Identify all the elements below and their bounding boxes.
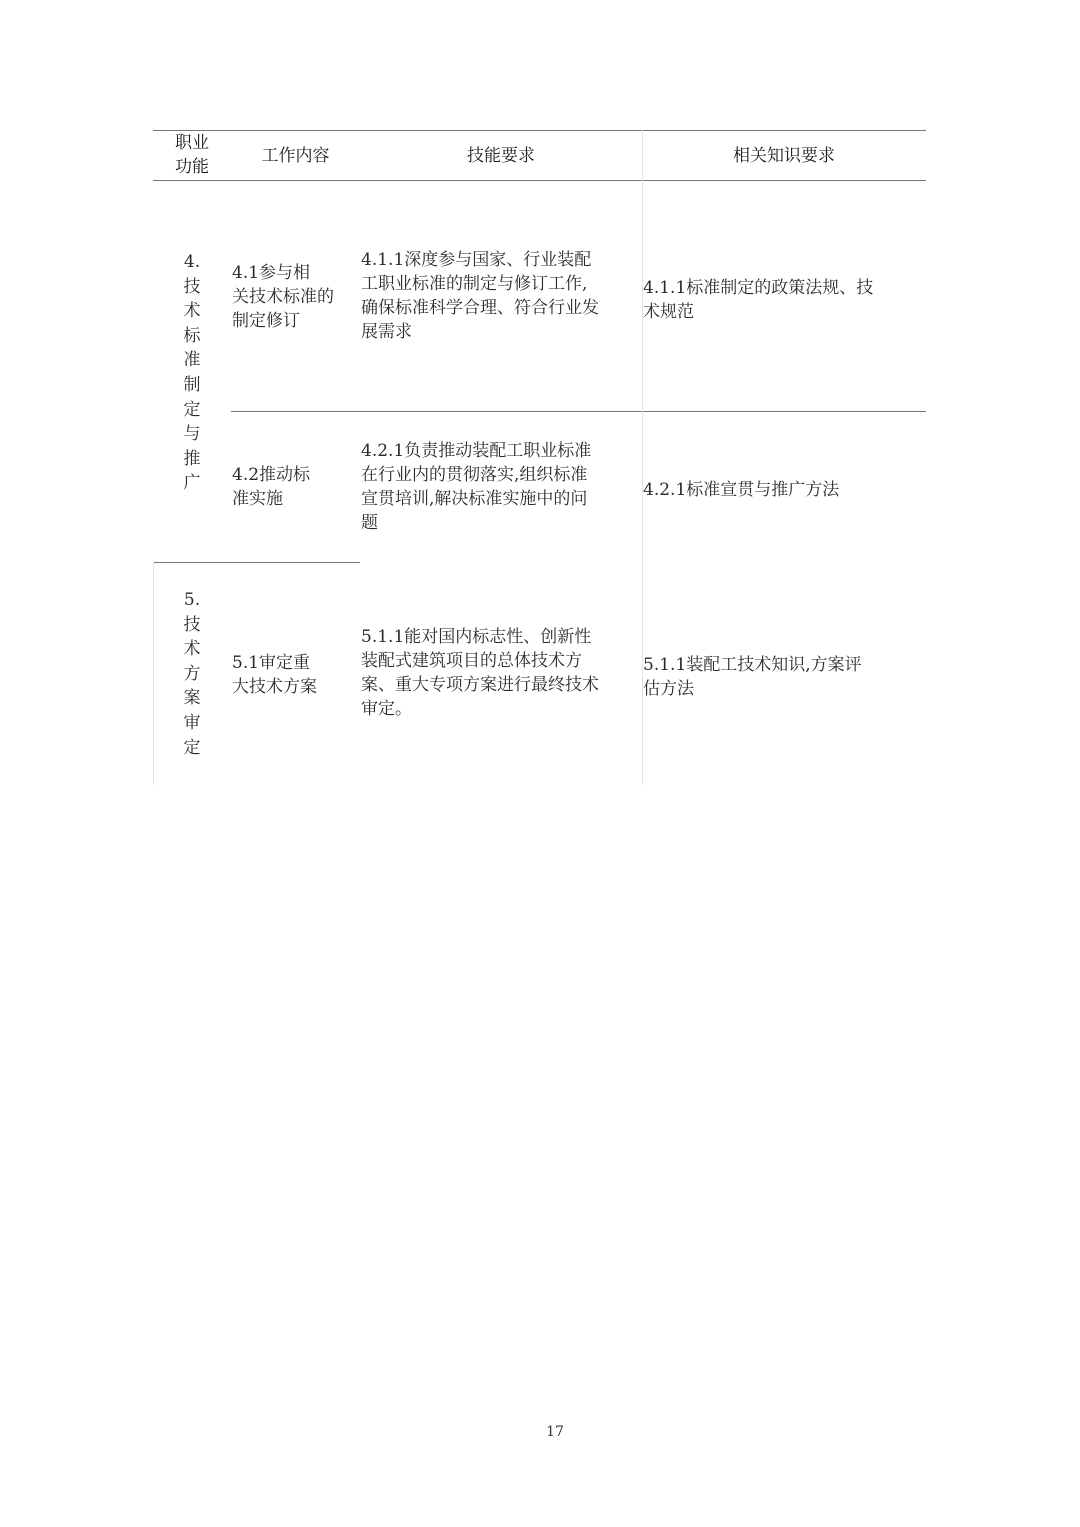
function-cell-4: 4. 技 术 标 准 制 定 与 推 广	[183, 252, 201, 494]
skill-cell-5-1-1: 5.1.1能对国内标志性、创新性 装配式建筑项目的总体技术方 案、重大专项方案进行最终技术 审定。	[361, 627, 599, 719]
knowledge-cell-4-1-1: 4.1.1标准制定的政策法规、技 术规范	[643, 278, 874, 322]
page-number: 17	[546, 1424, 564, 1440]
content-cell-5-1: 5.1审定重 大技术方案	[232, 653, 317, 697]
header-content: 工作内容	[261, 146, 330, 166]
function-cell-5: 5. 技 术 方 案 审 定	[183, 590, 201, 758]
skill-cell-4-1-1: 4.1.1深度参与国家、行业装配 工职业标准的制定与修订工作, 确保标准科学合理、符合行业发 展需求	[361, 250, 599, 342]
table-top-rule	[153, 130, 926, 131]
group-divider-4-5	[153, 562, 360, 563]
header-function: 职业 功能	[175, 133, 209, 177]
content-cell-4-2: 4.2推动标 准实施	[232, 465, 311, 509]
content-cell-4-1: 4.1参与相 关技术标准的 制定修订	[232, 263, 334, 331]
table-left-border	[153, 562, 154, 785]
skill-cell-4-2-1: 4.2.1负责推动装配工职业标准 在行业内的贯彻落实,组织标准 宣贯培训,解决标准实施中的问 题	[361, 441, 592, 533]
header-bottom-rule	[153, 180, 926, 181]
header-knowledge: 相关知识要求	[733, 146, 835, 166]
header-skills: 技能要求	[467, 146, 535, 166]
knowledge-cell-5-1-1: 5.1.1装配工技术知识,方案评 估方法	[643, 655, 862, 699]
row-divider-4-1	[231, 411, 926, 412]
knowledge-cell-4-2-1: 4.2.1标准宣贯与推广方法	[643, 480, 840, 500]
